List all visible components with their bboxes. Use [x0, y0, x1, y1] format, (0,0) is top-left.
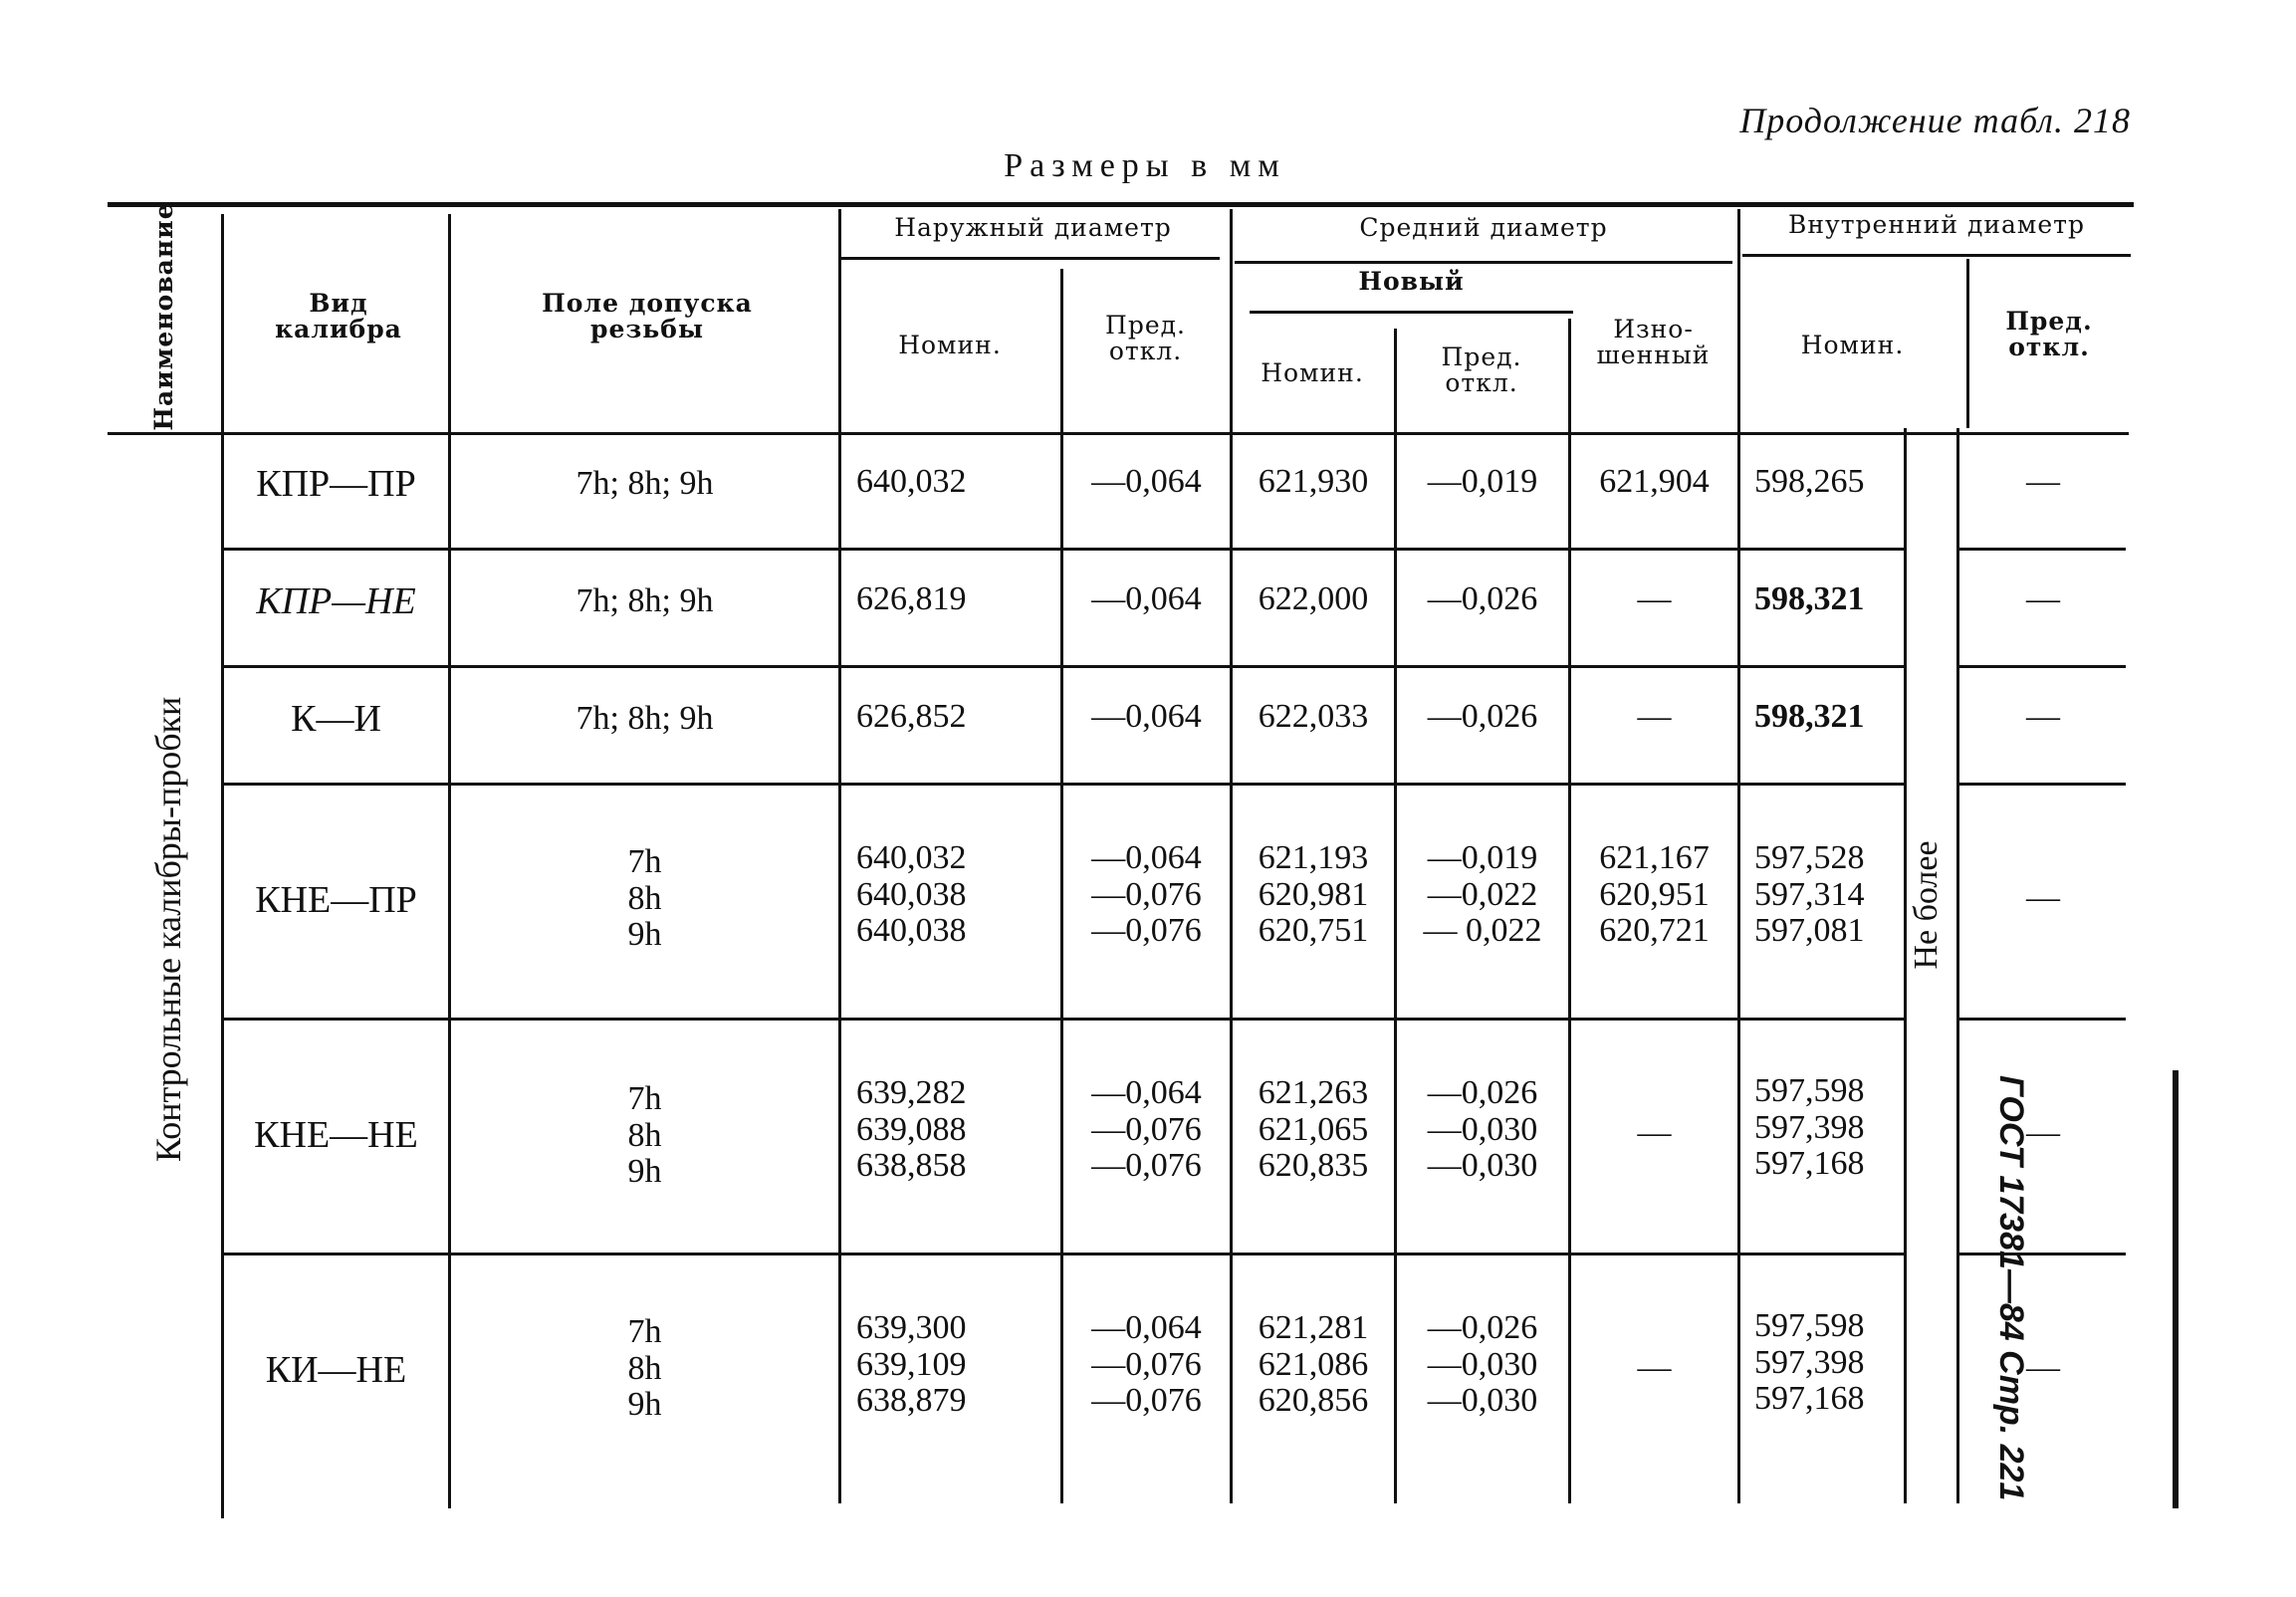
outer-nomin: 626,852 [856, 698, 967, 735]
header-gauge-kind: Вид калибра [275, 289, 402, 344]
header-middle-diameter: Средний диаметр [1359, 213, 1608, 242]
thread-tolerance: 7h; 8h; 9h [575, 465, 714, 502]
middle-worn: — [1637, 580, 1672, 617]
inner-deviation: — [2026, 463, 2060, 500]
outer-deviation: —0,064 [1091, 580, 1202, 617]
gauge-kind: КНЕ—НЕ [254, 1114, 418, 1156]
inner-nomin: 598,321 [1754, 698, 1865, 735]
outer-nomin: 640,032 [856, 463, 967, 500]
thread-tolerance: 7h 8h 9h [627, 1313, 662, 1424]
middle-worn: — [1637, 698, 1672, 735]
inner-diameter-max-note: Не более [1908, 840, 1945, 970]
outer-nomin: 639,282 639,088 638,858 [856, 1074, 967, 1185]
thread-tolerance: 7h; 8h; 9h [575, 582, 714, 619]
header-middle-nomin: Номин. [1261, 358, 1364, 387]
middle-worn: — [1637, 1349, 1672, 1386]
header-outer-nomin: Номин. [898, 331, 1002, 359]
gauge-kind: КПР—ПР [256, 463, 416, 505]
header-inner-nomin: Номин. [1800, 331, 1905, 359]
gauge-kind: КИ—НЕ [265, 1349, 407, 1391]
thread-tolerance: 7h; 8h; 9h [575, 700, 714, 737]
middle-worn: 621,904 [1599, 463, 1710, 500]
outer-deviation: —0,064 —0,076 —0,076 [1091, 839, 1202, 950]
header-outer-deviation: Пред. откл. [1105, 311, 1186, 366]
gauge-kind: К—И [291, 698, 381, 740]
outer-nomin: 639,300 639,109 638,879 [856, 1309, 967, 1420]
outer-deviation: —0,064 —0,076 —0,076 [1091, 1074, 1202, 1185]
middle-nomin: 621,193 620,981 620,751 [1258, 839, 1369, 950]
header-thread-tolerance: Поле допуска резьбы [542, 289, 753, 344]
outer-deviation: —0,064 [1091, 463, 1202, 500]
middle-nomin: 622,000 [1258, 580, 1369, 617]
middle-nomin: 621,263 621,065 620,835 [1258, 1074, 1369, 1185]
header-inner-deviation: Пред. откл. [2005, 307, 2093, 362]
outer-deviation: —0,064 [1091, 698, 1202, 735]
outer-nomin: 640,032 640,038 640,038 [856, 839, 967, 950]
middle-deviation: —0,019 [1427, 463, 1538, 500]
middle-nomin: 621,930 [1258, 463, 1369, 500]
thread-tolerance: 7h 8h 9h [627, 1080, 662, 1191]
middle-worn: 621,167 620,951 620,721 [1599, 839, 1710, 950]
inner-deviation: — [2026, 698, 2060, 735]
units-caption: Размеры в мм [1004, 147, 1286, 184]
inner-deviation: — [2026, 879, 2060, 916]
header-outer-diameter: Наружный диаметр [894, 213, 1172, 242]
inner-deviation: — [2026, 1349, 2060, 1386]
gauge-kind: КНЕ—ПР [255, 879, 417, 921]
middle-nomin: 622,033 [1258, 698, 1369, 735]
header-middle-deviation: Пред. откл. [1441, 342, 1522, 398]
inner-nomin: 597,598 597,398 597,168 [1754, 1072, 1865, 1183]
thread-tolerance: 7h 8h 9h [627, 843, 662, 954]
inner-nomin: 597,528 597,314 597,081 [1754, 839, 1865, 950]
middle-deviation: —0,026 [1427, 580, 1538, 617]
inner-nomin: 597,598 597,398 597,168 [1754, 1307, 1865, 1418]
group-label-control-plug-gauges: Контрольные калибры-пробки [148, 696, 188, 1162]
table-continuation-caption: Продолжение табл. 218 [1739, 101, 2131, 140]
side-rule [2173, 1070, 2179, 1508]
header-name: Наименование [149, 202, 178, 431]
header-new: Новый [1358, 267, 1465, 296]
inner-deviation: — [2026, 580, 2060, 617]
middle-worn: — [1637, 1114, 1672, 1151]
header-worn: Изно- шенный [1596, 315, 1711, 370]
header-inner-diameter: Внутренний диаметр [1787, 210, 2085, 239]
gost-page-label: ГОСТ 17381—84 Стр. 221 [1992, 1075, 2030, 1501]
gauge-kind: КПР—НЕ [256, 580, 416, 622]
inner-deviation: — [2026, 1114, 2060, 1151]
inner-nomin: 598,321 [1754, 580, 1865, 617]
middle-deviation: —0,026 —0,030 —0,030 [1427, 1074, 1538, 1185]
inner-nomin: 598,265 [1754, 463, 1865, 500]
outer-nomin: 626,819 [856, 580, 967, 617]
middle-nomin: 621,281 621,086 620,856 [1258, 1309, 1369, 1420]
outer-deviation: —0,064 —0,076 —0,076 [1091, 1309, 1202, 1420]
middle-deviation: —0,026 —0,030 —0,030 [1427, 1309, 1538, 1420]
middle-deviation: —0,019 —0,022 — 0,022 [1423, 839, 1542, 950]
middle-deviation: —0,026 [1427, 698, 1538, 735]
